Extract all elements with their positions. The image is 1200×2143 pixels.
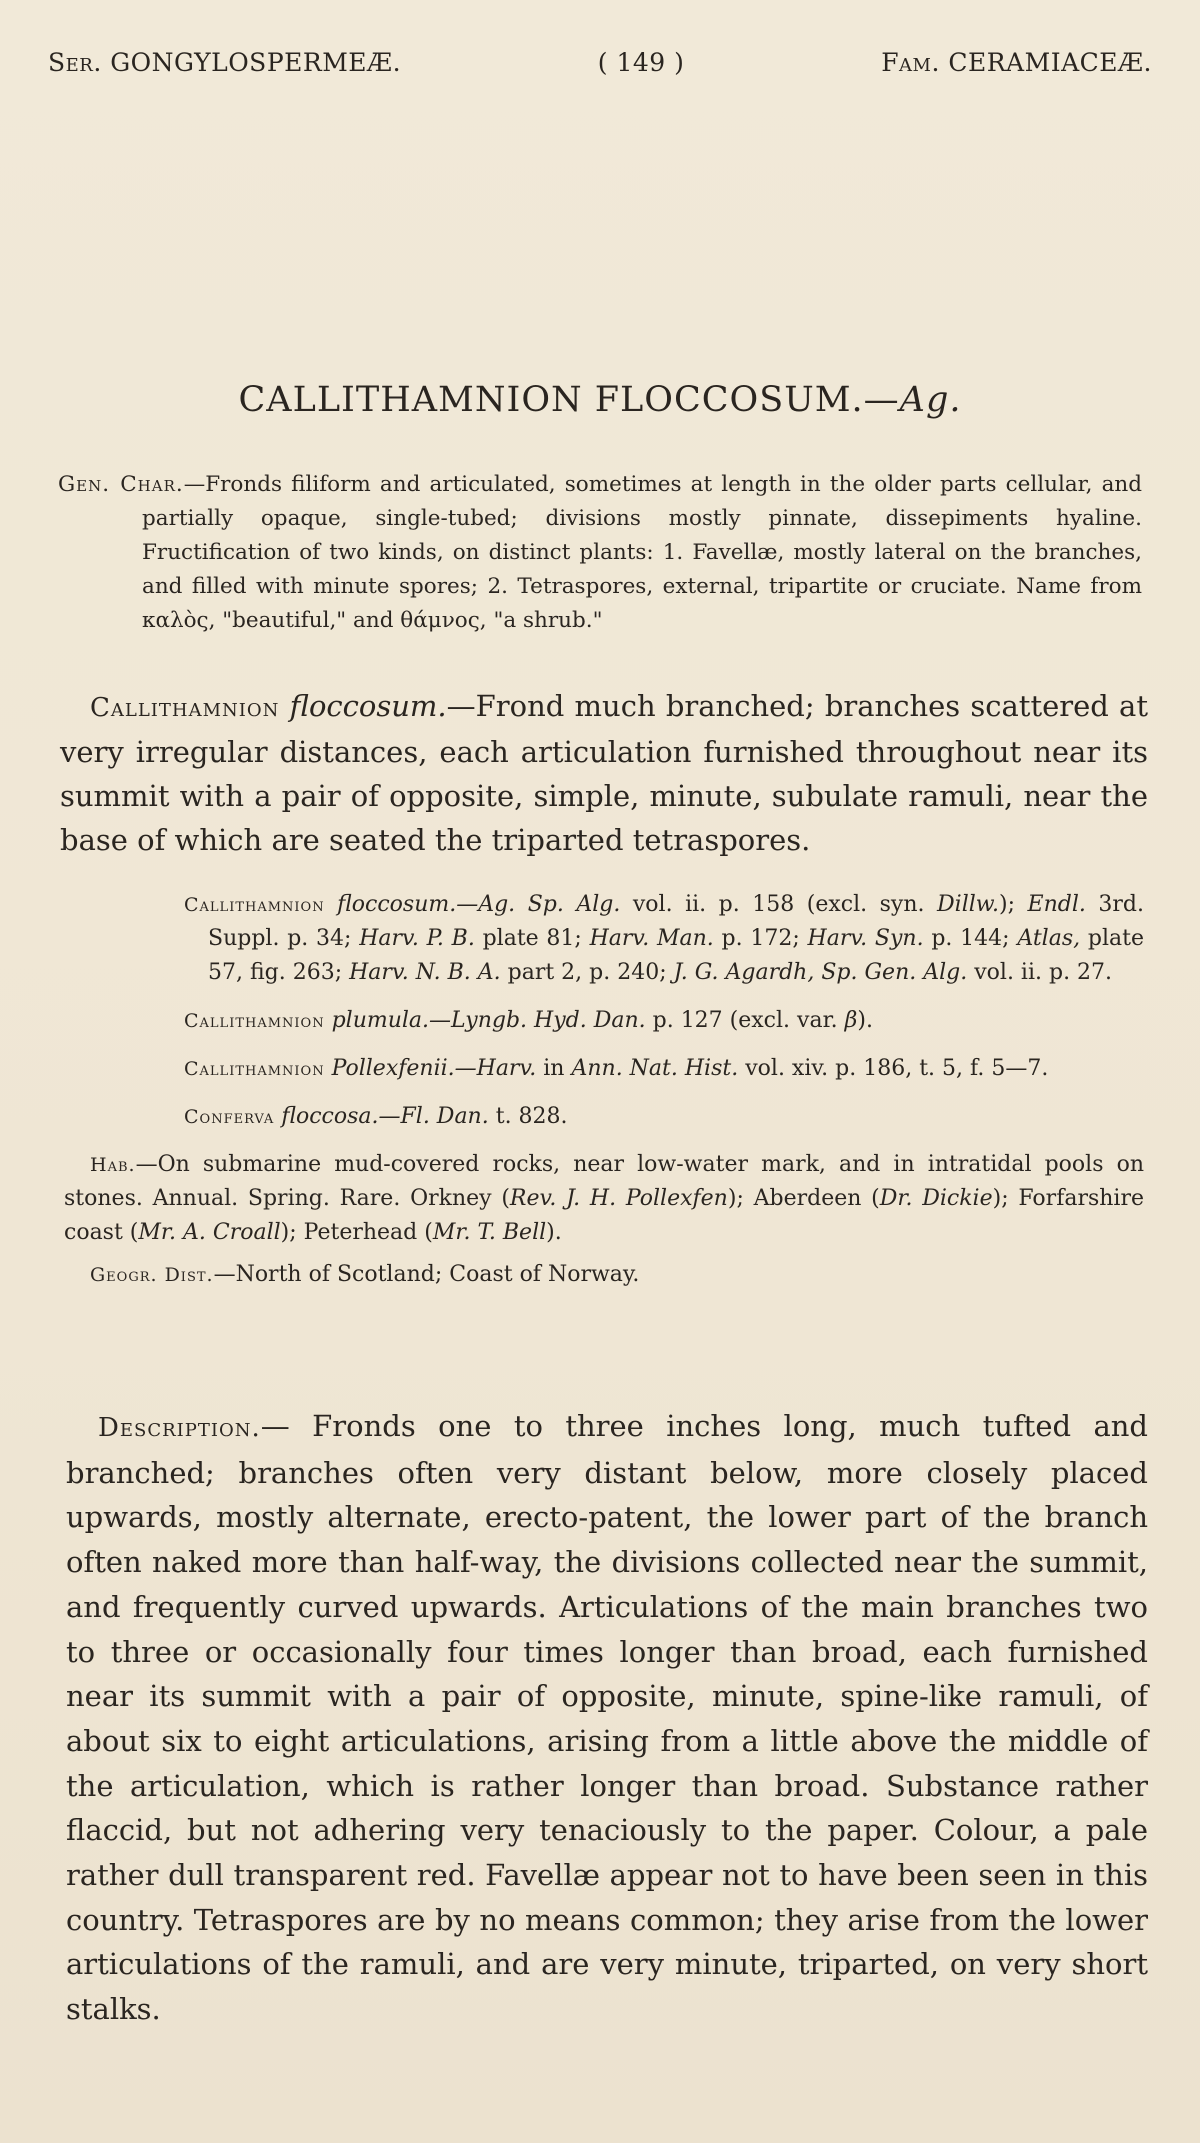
- species-title: [0, 380, 1200, 420]
- synonymy-section: [64, 888, 1144, 1292]
- description: [66, 1404, 1148, 2032]
- synonym-genus: Callithamnion: [184, 1010, 325, 1032]
- geographic-distribution: [64, 1258, 1144, 1292]
- habitat-text: —On submarine mud-covered rocks, near low-water mark, and in intratidal pools on stones. Annual. Spring. Rare. Orkney (Rev. J. H. Pollexfen); Aberdeen (Dr. Dickie); Forfarshire coast (Mr. A. Croall); Peterhead (Mr. T. Bell).: [64, 1152, 1145, 1245]
- synonym-reference: floccosa.—Fl. Dan. t. 828.: [281, 1104, 568, 1129]
- generic-character: [58, 468, 1142, 638]
- generic-character-lead: Gen. Char.: [58, 472, 184, 497]
- geogr-lead: Geogr. Dist.: [90, 1264, 214, 1286]
- description-lead: Description.: [98, 1413, 261, 1443]
- synonym-entry: [64, 1004, 1144, 1038]
- running-head-family: Fam. CERAMIACEÆ.: [881, 48, 1152, 77]
- generic-character-text: —Fronds filiform and articulated, sometimes at length in the older parts cellular, and partially opaque, single-tubed; divisions mostly pinnate, dissepiments hyaline. Fructification of two kinds, on distinct plants: 1. Favellæ, mostly lateral on the branches, and filled with minute spores; 2. Tetraspores, external, tripartite or cruciate. Name from καλὸς, "beautiful," and θάμνος, "a shrub.": [142, 472, 1142, 633]
- synonym-genus: Conferva: [184, 1106, 275, 1128]
- diagnosis-species: floccosum.: [289, 689, 447, 723]
- running-head-series: Ser. GONGYLOSPERMEÆ.: [48, 48, 402, 77]
- synonym-reference: Pollexfenii.—Harv. in Ann. Nat. Hist. vol. xiv. p. 186, t. 5, f. 5—7.: [331, 1056, 1049, 1081]
- synonym-reference: plumula.—Lyngb. Hyd. Dan. p. 127 (excl. var. β).: [331, 1008, 873, 1033]
- diagnosis-genus: Callithamnion: [90, 693, 280, 723]
- synonym-genus: Callithamnion: [184, 1058, 325, 1080]
- synonym-list: [64, 888, 1144, 1134]
- species-title-main: CALLITHAMNION FLOCCOSUM.—: [238, 380, 900, 420]
- specific-diagnosis: [60, 684, 1148, 862]
- diagnosis-text: —Frond much branched; branches scattered at very irregular distances, each articulation furnished throughout near its summit with a pair of opposite, simple, minute, subulate ramuli, near the base of which are seated the triparted tetraspores.: [60, 689, 1149, 857]
- synonym-reference: floccosum.—Ag. Sp. Alg. vol. ii. p. 158 (excl. syn. Dillw.); Endl. 3rd. Suppl. p. 34; Harv. P. B. plate 81; Harv. Man. p. 172; Harv. Syn. p. 144; Atlas, plate 57, fig. 263; Harv. N. B. A. part 2, p. 240; J. G. Agardh, Sp. Gen. Alg. vol. ii. p. 27.: [208, 892, 1144, 985]
- habitat: [64, 1148, 1144, 1250]
- habitat-lead: Hab.: [90, 1154, 136, 1176]
- synonym-genus: Callithamnion: [184, 894, 325, 916]
- geogr-text: —North of Scotland; Coast of Norway.: [213, 1262, 640, 1287]
- description-text: — Fronds one to three inches long, much tufted and branched; branches often very distant below, more closely placed upwards, mostly alternate, erecto-patent, the lower part of the branch often naked more than half-way, the divisions collected near the summit, and frequently curved upwards. Articulations of the main branches two to three or occasionally four times longer than broad, each furnished near its summit with a pair of opposite, minute, spine-like ramuli, of about six to eight articulations, arising from a little above the middle of the articulation, which is rather longer than broad. Substance rather flaccid, but not adhering very tenaciously to the paper. Colour, a pale rather dull transparent red. Favellæ appear not to have been seen in this country. Tetraspores are by no means common; they arise from the lower articulations of the ramuli, and are very minute, triparted, on very short stalks.: [66, 1409, 1148, 2027]
- running-head: [48, 48, 1152, 77]
- page-number: ( 149 ): [597, 48, 685, 77]
- synonym-entry: [64, 1052, 1144, 1086]
- synonym-entry: [64, 888, 1144, 990]
- species-title-author: Ag.: [899, 380, 962, 420]
- synonym-entry: [64, 1100, 1144, 1134]
